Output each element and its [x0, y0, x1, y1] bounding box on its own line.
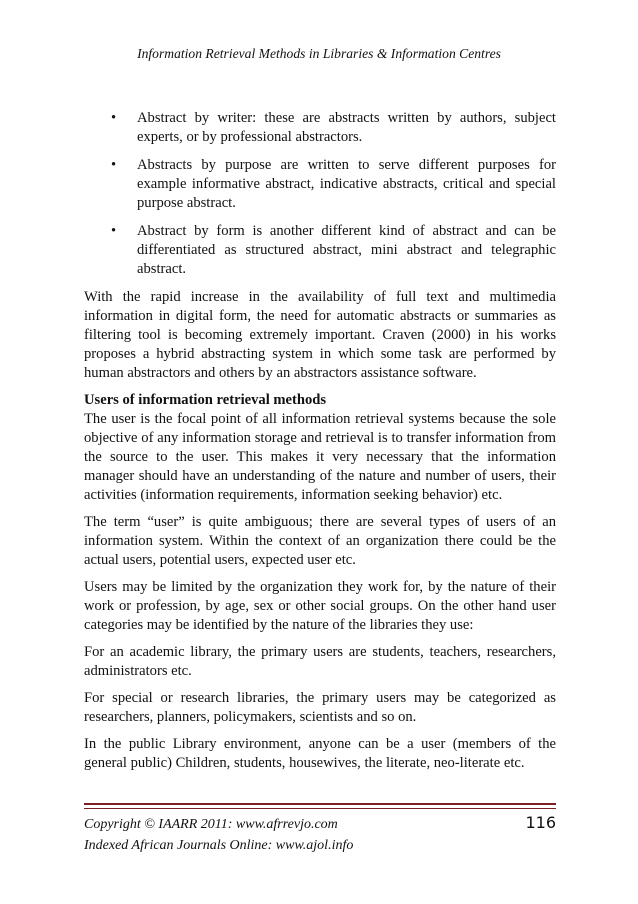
paragraph-term-user: The term “user” is quite ambiguous; there are several types of users of an information system. Within the context of an organization there could be the actual users, potential users, expected user etc.: [84, 514, 556, 568]
paragraph-automatic-abstracts: With the rapid increase in the availability of full text and multimedia information in digital form, the need for automatic abstracts or summaries as filtering tool is becoming extremely important. Craven (2000) in his works proposes a hybrid abstracting system in which some task are performed by human abstractors and others by an abstractors assistance software.: [84, 289, 556, 381]
paragraph-user-limits: Users may be limited by the organization they work for, by the nature of their work or profession, by age, sex or other social groups. On the other hand user categories may be identified by the nature of the libraries they use:: [84, 579, 556, 633]
paragraph-academic-library: For an academic library, the primary users are students, teachers, researchers, administrators etc.: [84, 644, 556, 679]
page-body: [84, 109, 556, 781]
section-heading: Users of information retrieval methods: [84, 392, 327, 408]
bullet-icon: •: [111, 157, 117, 173]
list-item: [84, 109, 556, 147]
footer-divider: [84, 803, 556, 805]
list-item-text: Abstracts by purpose are written to serve different purposes for example informative abstract, indicative abstracts, critical and special purpose abstract.: [137, 157, 556, 211]
bullet-icon: •: [111, 110, 117, 126]
list-item: [84, 156, 556, 213]
running-header: Information Retrieval Methods in Libraries & Information Centres: [137, 46, 501, 61]
paragraph-special-library: For special or research libraries, the primary users may be categorized as researchers, planners, policymakers, scientists and so on.: [84, 690, 556, 725]
footer-indexed: Indexed African Journals Online: www.ajol.info: [84, 838, 354, 853]
list-item-text: Abstract by form is another different kind of abstract and can be differentiated as structured abstract, mini abstract and telegraphic abstract.: [137, 223, 556, 277]
abstract-types-list: [84, 109, 556, 279]
paragraph-user-focal-point: The user is the focal point of all information retrieval systems because the sole objective of any information storage and retrieval is to transfer information from the source to the user. This makes it very necessary that the information manager should have an understanding of the nature and number of users, their activities (information requirements, information seeking behavior) etc.: [84, 411, 556, 503]
page-number: 116: [525, 813, 556, 832]
list-item: [84, 222, 556, 279]
paragraph-public-library: In the public Library environment, anyone can be a user (members of the general public) Children, students, housewives, the literate, neo-literate etc.: [84, 736, 556, 771]
footer-copyright: Copyright © IAARR 2011: www.afrrevjo.com: [84, 817, 338, 832]
list-item-text: Abstract by writer: these are abstracts written by authors, subject experts, or by professional abstractors.: [137, 110, 556, 145]
bullet-icon: •: [111, 223, 117, 239]
page-footer: [84, 814, 556, 856]
